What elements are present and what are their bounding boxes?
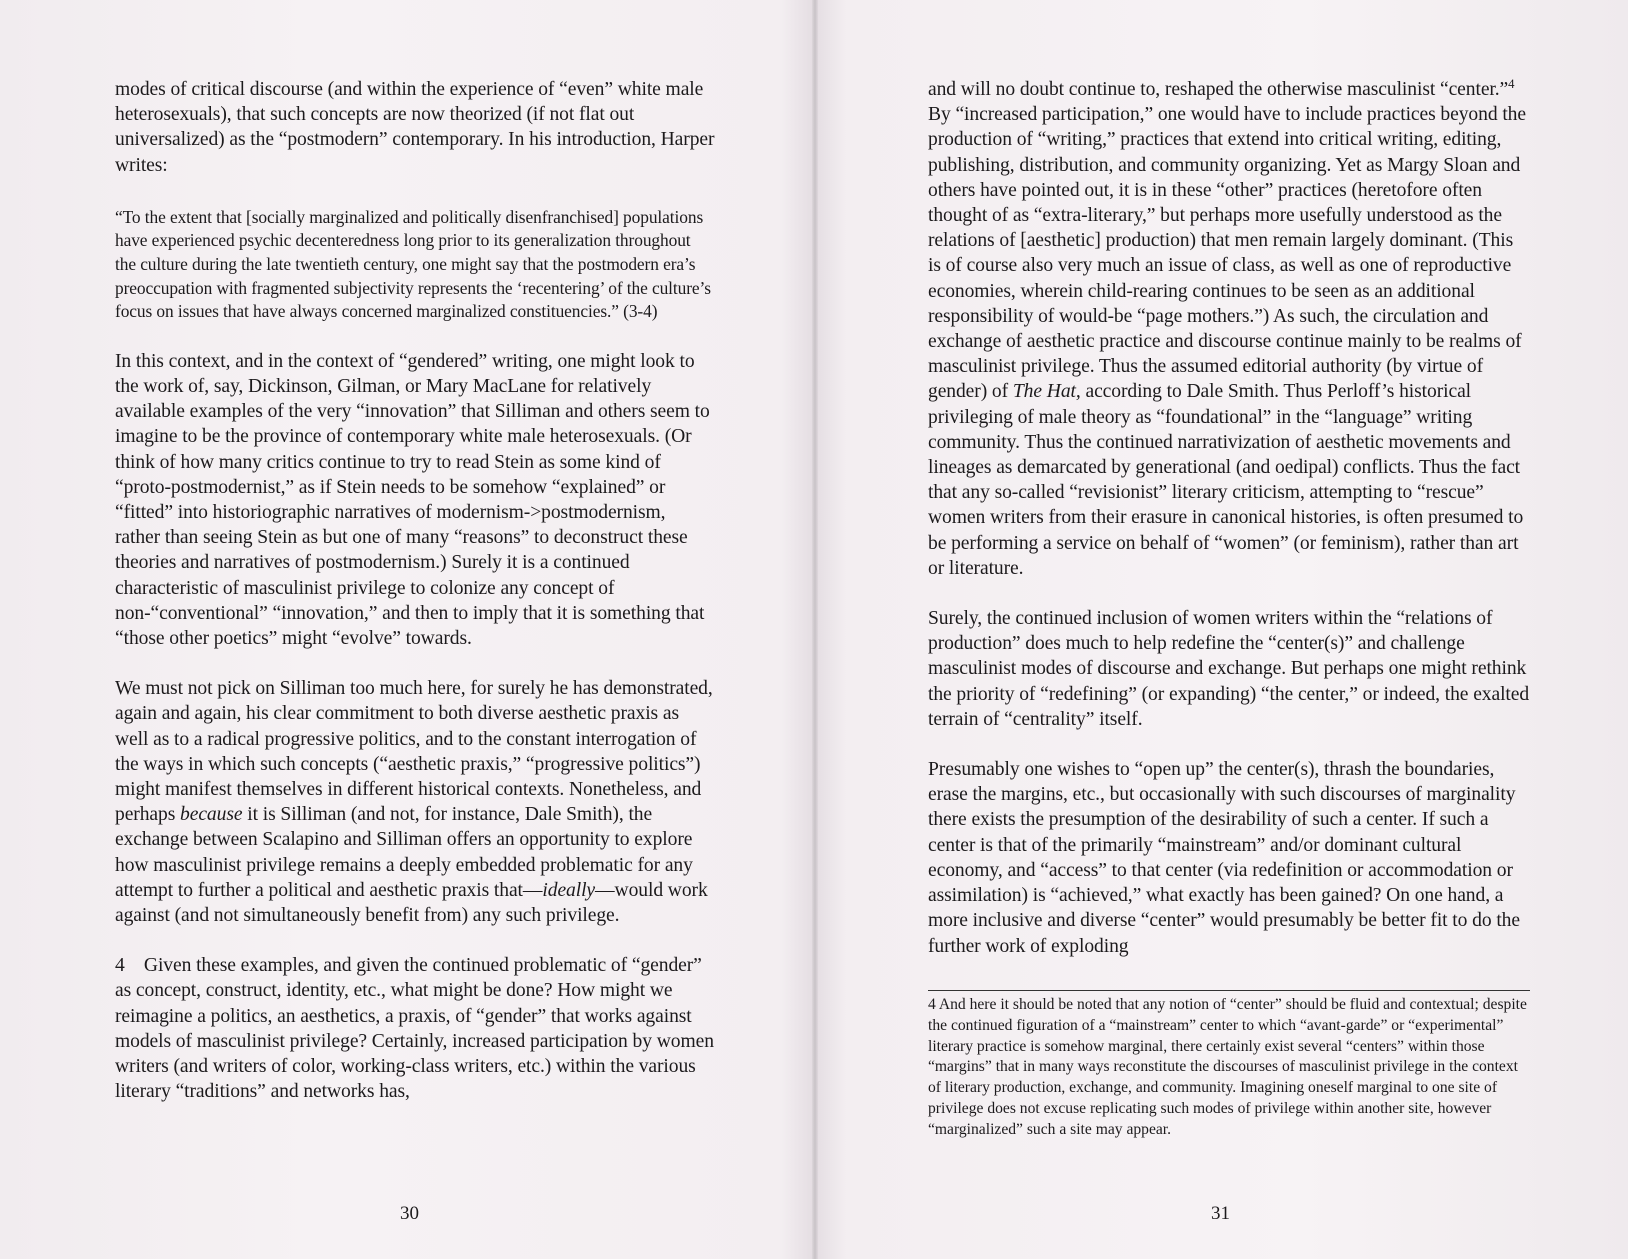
italic-text: ideally — [542, 879, 596, 901]
paragraph-text: according to Dale Smith. Thus Perloff’s historical privileging of male theory as “foundational” in the “language” writing community. Thus the continued narrativization of aesthetic movements and lineages as demarcated by generational (and oedipal) conflicts. Thus the fact that any so-called “revisionist” literary criticism, attempting to “rescue” women writers from their erasure in canonical histories, is often presumed to be performing a service on behalf of “women” (or feminism), rather than art or literature. — [928, 381, 1524, 579]
footnote-rule — [928, 990, 1530, 991]
paragraph-text: We must not pick on Silliman too much here, for surely he has demonstrated, again and again, his clear commitment to both diverse aesthetic praxis as well as to a radical progressive politics, and to the constant interrogation of the ways in which such concepts (“aesthetic praxis,” “progressive politics”) might manifest themselves in different historical contexts. Nonetheless, and perhaps — [115, 678, 713, 826]
paragraph: Presumably one wishes to “open up” the center(s), thrash the boundaries, erase the margins, etc., but occasionally with such discourses of marginality there exists the presumption of the desirability of such a center. If such a center is that of the primarily “mainstream” and/or dominant cultural economy, and “access” to that center (via redefinition or accommodation or assimilation) is “achieved,” what exactly has been gained? On one hand, a more inclusive and diverse “center” would presumably be better fit to do the further work of exploding — [928, 759, 1520, 957]
section-number: 4 — [115, 955, 125, 977]
paragraph — [115, 676, 715, 928]
page-number: 31 — [1211, 1203, 1230, 1224]
paragraph-text: it is Silliman (and not, for instance, Dale Smith), the exchange between Scalapino and Silliman offers an opportunity to explore how masculinist privilege remains a deeply embedded problematic for any attempt to further a political and aesthetic praxis that— — [115, 804, 693, 901]
footnote: 4 And here it should be noted that any notion of “center” should be fluid and contextual; despite the continued figuration of a “mainstream” center to which “avant-garde” or “experimental” literary practice is somehow marginal, there certainly exist several “centers” within those “margins” that in many ways reconstitute the discourses of masculinist privilege in the context of literary production, exchange, and community. Imagining oneself marginal to one site of privilege does not excuse replicating such modes of privilege within another site, however “marginalized” such a site may appear. — [928, 996, 1527, 1138]
paragraph: Surely, the continued inclusion of women writers within the “relations of production” does much to help redefine the “center(s)” and challenge masculinist modes of discourse and exchange. But perhaps one might rethink the priority of “redefining” (or expanding) “the center,” or indeed, the exalted terrain of “centrality” itself. — [928, 608, 1530, 730]
paragraph: In this context, and in the context of “gendered” writing, one might look to the work of, say, Dickinson, Gilman, or Mary MacLane for relatively available examples of the very “innovation” that Silliman and others seem to imagine to be the province of contemporary white male heterosexuals. (Or think of how many critics continue to try to read Stein as some kind of “proto-postmodernist,” as if Stein needs to be somehow “explained” or “fitted” into historiographic narratives of modernism->postmodernism, rather than seeing Stein as but one of many “reasons” to deconstruct these theories and narratives of postmodernism.) Surely it is a continued characteristic of masculinist privilege to colonize any concept of non-“conventional” “innovation,” and then to imply that it is something that “those other poetics” might “evolve” towards. — [115, 350, 710, 650]
block-quote: “To the extent that [socially marginalized and politically disenfranchised] populations have experienced psychic decenteredness long prior to its generalization throughout the culture during the late twentieth century, one might say that the postmodern era’s preoccupation with fragmented subjectivity represents the ‘recentering’ of the culture’s focus on issues that have always concerned marginalized constituencies.” (3-4) — [115, 206, 711, 322]
paragraph-text: and will no doubt continue to, reshaped the otherwise masculinist “center.” — [928, 79, 1509, 100]
left-page — [0, 0, 812, 1259]
paragraph: modes of critical discourse (and within the experience of “even” white male heterosexuals), that such concepts are now theorized (if not flat out universalized) as the “postmodern” contemporary. In his introduction, Harper writes: — [115, 79, 715, 176]
italic-title: The Hat, — [1012, 381, 1081, 403]
italic-text: because — [180, 804, 243, 826]
paragraph — [928, 77, 1530, 581]
paragraph-text: By “increased participation,” one would have to include practices beyond the production of “writing,” practices that extend into critical writing, editing, publishing, distribution, and community organizing. Yet as Margy Sloan and others have pointed out, it is in these “other” practices (heretofore often thought of as “extra-literary,” but perhaps more usefully understood as the relations of [aesthetic] production) that men remain largely dominant. (This is of course also very much an issue of class, as well as one of reproductive economies, wherein child-rearing continues to be seen as an additional responsibility of would-be “page mothers.”) As such, the circulation and exchange of aesthetic practice and discourse continue mainly to be realms of masculinist privilege. Thus the assumed editorial authority (by virtue of gender) of — [928, 104, 1526, 403]
right-page-text — [928, 77, 1530, 959]
paragraph-text: —would work against (and not simultaneously benefit from) any such privilege. — [115, 879, 708, 927]
footnote-marker: 4 — [1508, 77, 1515, 91]
page-number: 30 — [400, 1203, 419, 1224]
paragraph — [115, 953, 715, 1104]
paragraph-text: Given these examples, and given the continued problematic of “gender” as concept, construct, identity, etc., what might be done? How might we reimagine a politics, an aesthetics, a praxis, of “gender” that works against models of masculinist privilege? Certainly, increased participation by women writers (and writers of color, working-class writers, etc.) within the various literary “traditions” and networks has, — [115, 955, 714, 1103]
left-page-text — [115, 77, 715, 1104]
right-page — [818, 0, 1628, 1259]
